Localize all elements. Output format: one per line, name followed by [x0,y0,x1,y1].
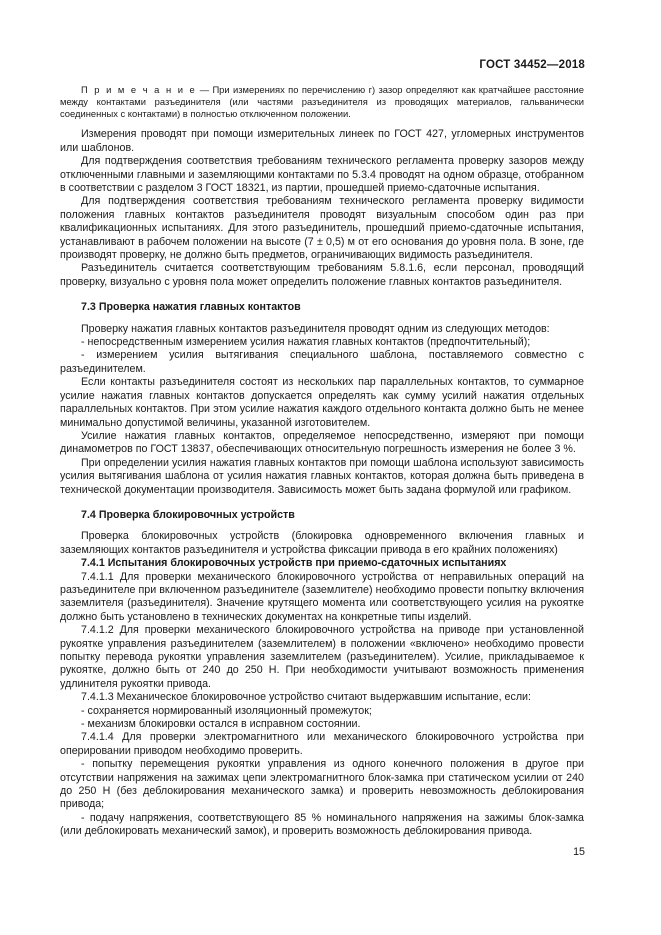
page-body [60,84,584,839]
body-paragraph: Проверка блокировочных устройств (блокировка одновременного включения главных и заземляющих контактов разъединителя и устройства фиксации привода в его крайних положениях) [60,530,584,556]
body-paragraph: Разъединитель считается соответствующим требованиям 5.8.1.6, если персонал, проводящий проверку, визуально с уровня пола может определить положение главных контактов разъединителя. [60,262,584,288]
page-number: 15 [573,846,585,858]
list-item: - попытку перемещения рукоятки управления из одного конечного положения в другое при отсутствии напряжения на зажимах цепи электромагнитного блок-замка при статическом усилии от 240 до 250 Н (без деблокирования механического замка) и проверить невозможность деблокирования привода; [60,758,584,811]
body-paragraph: 7.4.1.1 Для проверки механического блокировочного устройства от неправильных операций на разъединителе при включенном разъединителе (заземлителе) необходимо провести попытку включения заземлителя (разъединителя). Значение крутящего момента или соответствующего усилия на рукоятке должно быть установлено в технических документах на конкретные типы изделий. [60,570,584,623]
subsection-heading-7-4-1: 7.4.1 Испытания блокировочных устройств при приемо-сдаточных испытаниях [81,557,507,570]
body-paragraph: Проверку нажатия главных контактов разъединителя проводят одним из следующих методов: [81,322,550,335]
body-paragraph: Для подтверждения соответствия требованиям технического регламента проверку зазоров между отключенными главными и заземляющими контактами по 5.3.4 проводят на одном образце, отобранном в соответствии с разделом 3 ГОСТ 18321, из партии, прошедшей приемо-сдаточные испытания. [60,155,584,195]
body-paragraph: Если контакты разъединителя состоят из нескольких пар параллельных контактов, то суммарное усилие нажатия главных контактов допускается определять как сумму усилий нажатия отдельных параллельных контактов. При этом усилие нажатия каждого отдельного контакта должно быть не менее минимально допустимой величины, указанной изготовителем. [60,376,584,429]
list-item: - непосредственным измерением усилия нажатия главных контактов (предпочтительный); [81,336,531,349]
body-paragraph: Измерения проводят при помощи измерительных линеек по ГОСТ 427, угломерных инструментов или шаблонов. [60,128,584,154]
note-label: П р и м е ч а н и е [81,84,197,95]
body-paragraph: 7.4.1.3 Механическое блокировочное устройство считают выдержавшим испытание, если: [81,691,531,704]
body-paragraph: 7.4.1.4 Для проверки электромагнитного или механического блокировочного устройства при оперировании приводом необходимо проверить. [60,731,584,757]
body-paragraph: Усилие нажатия главных контактов, определяемое непосредственно, измеряют при помощи динамометров по ГОСТ 13837, обеспечивающих относительную погрешность измерения не более 3 %. [60,429,584,456]
document-code: ГОСТ 34452—2018 [479,59,585,71]
note-text: — При измерениях по перечислению г) зазор определяют как кратчайшее расстояние между контактами разъединителя (или частями разъединителя из проводящих материалов, гальванически соединенных с контактами) в полностью отключенном положении. [60,84,584,119]
note-paragraph [60,84,584,119]
list-item: - механизм блокировки остался в исправном состоянии. [81,718,361,731]
list-item: - измерением усилия вытягивания специального шаблона, поставляемого совместно с разъединителем. [60,349,584,375]
body-paragraph: Для подтверждения соответствия требованиям технического регламента проверку видимости положения главных контактов разъединителя проводят визуальным способом один раз при квалификационных испытаниях. Для этого разъединитель, прошедший приемо-сдаточные испытания, устанавливают в рабочем положении на высоте (7 ± 0,5) м от его основания до уровня пола. В зоне, где производят проверку, не должно быть предметов, ограничивающих видимость разъединителя. [60,195,584,262]
body-paragraph: 7.4.1.2 Для проверки механического блокировочного устройства на приводе при установленной рукоятке управления разъединителем (заземлителем) в положении «включено» необходимо провести попытку перевода рукоятки управления заземлителем (разъединителем). Усилие, прикладываемое к рукоятке, должно быть от 240 до 250 Н. При необходимости учитывают возможность применения удлинителя рукоятки привода. [60,624,584,690]
body-paragraph: При определении усилия нажатия главных контактов при помощи шаблона используют зависимость усилия вытягивания шаблона от усилия нажатия главных контактов, которая должна быть приведена в технической документации производителя. Зависимость может быть задана формулой или графиком. [60,456,584,496]
section-heading-7-3: 7.3 Проверка нажатия главных контактов [81,301,301,314]
list-item: - сохраняется нормированный изоляционный промежуток; [81,704,372,717]
section-heading-7-4: 7.4 Проверка блокировочных устройств [81,508,295,521]
list-item: - подачу напряжения, соответствующего 85 % номинального напряжения на зажимы блок-замка (или деблокировать механический замок), и проверить возможность деблокирования привода. [60,811,584,838]
